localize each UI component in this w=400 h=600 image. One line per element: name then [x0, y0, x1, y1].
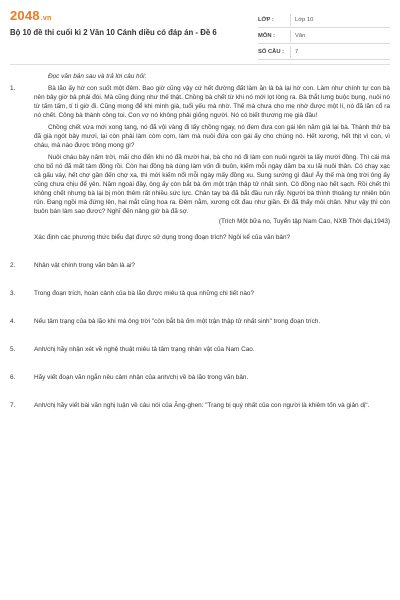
meta-value: Lớp 10: [295, 16, 314, 23]
header: [10, 6, 390, 62]
meta-label: MÔN :: [258, 32, 276, 39]
question-text: Nếu tâm trạng của bà lão khi mà ông trời "còn bắt bà ốm một trận thập tử nhất sinh" trong đoạn trích.: [34, 318, 321, 325]
question-text: Trong đoạn trích, hoàn cảnh của bà lão được miêu tả qua những chi tiết nào?: [34, 290, 254, 297]
meta-label: LỚP :: [258, 16, 274, 23]
meta-value: Văn: [295, 32, 306, 39]
passage-paragraph: Nuôi cháu bảy năm trời, mãi cho đến khi nó đã mười hai, bà cho nó đi làm con nuôi người ta lấy mười đồng. Thì cái má cho bố nó đã mất tám đồng rồi. Còn hai đồng bà dùng làm vốn đi buôn, kiếm mỗi ngày dăm ba xu lãi nuôi thân. Có chạy xạc cả gấu váy, hết chợ gần đến chợ xa, thì mới kiếm nổi mỗi ngày mấy đồng xu. Sung sướng gì đâu! Ấy thế mà ông trời ông ấy cũng chưa chịu để yên. Năm ngoái đây, ông ấy còn bắt bà ốm một trận thập tử nhất sinh. Cô đồng nào hết sạch. Rồi chết thì không chết nhưng bà lại bị mòn thêm rất nhiều sức lực. Chân tay bà đã bắt đầu run rẩy. Người bà thình thoảng tự nhiên bủn rủn. Đang ngồi mà đứng lên, hai mắt cũng hoa ra. Đêm nằm, xương cốt đau như giần. Đi đã thấy mỏi chân. Như vậy thì còn buôn bán làm sao được? Nghĩ đến nâng giờ bà đã sợ.: [34, 154, 390, 215]
question-text: Nhân vật chính trong văn bản là ai?: [34, 262, 135, 269]
question-number: 3.: [10, 290, 16, 297]
question-1: [10, 70, 390, 242]
logo-main: 2048: [10, 8, 40, 23]
passage-paragraph: Bà lão ấy hờ con suốt một đêm. Bao giờ cũng vậy cứ hết đường đất làm ăn là bà lại hờ con. Làm như chính tự con bà nên bây giờ bà phải đói. Mà cũng đúng như thế thật. Chồng bà chết từ khi nó mới lọt lòng ra. Bà thắt lưng buộc bụng, nuôi nó từ tấm tấm, tí tí giờ đi. Cũng mong để khi mình già, tuổi yếu mà nhờ. Thế mà chưa cho mẹ nhờ được một lí, nó đã lăn cổ ra nó chết. Công bà thành công toi. Con vợ nó không phải giống người. Nó có biết thương mẹ già đâu!: [34, 85, 390, 119]
meta-label: SỐ CÂU :: [258, 48, 285, 55]
question-text: Xác định các phương thức biểu đạt được sử dụng trong đoạn trích? Ngôi kể của văn bản?: [34, 234, 291, 241]
question-number: 7.: [10, 402, 16, 409]
meta-divider: [290, 30, 291, 42]
site-logo[interactable]: [10, 8, 51, 23]
question-text: Hãy viết đoạn văn ngắn nêu cảm nhận của anh/chị về bà lão trong văn bản.: [34, 374, 249, 381]
meta-row-count: [258, 44, 390, 60]
question-text: Anh/chị hãy viết bài văn nghị luận về câu nói của Ăng-ghen: "Trang bị quý nhất của con người là khiêm tốn và giản dị".: [34, 402, 370, 409]
question-2: [10, 261, 390, 270]
header-divider: [10, 64, 390, 65]
question-number: 4.: [10, 318, 16, 325]
page-title: Bộ 10 đề thi cuối kì 2 Văn 10 Cánh diều có đáp án - Đề 6: [10, 28, 217, 37]
meta-row-subject: [258, 28, 390, 44]
question-number: 2.: [10, 262, 16, 269]
question-number: 1.: [10, 85, 16, 92]
logo-tld: .vn: [40, 15, 52, 22]
reading-passage: [34, 84, 390, 216]
question-3: [10, 289, 390, 298]
meta-table: [258, 12, 390, 60]
meta-row-class: [258, 12, 390, 28]
question-5: [10, 345, 390, 354]
meta-divider: [290, 14, 291, 26]
question-list: [10, 70, 390, 410]
question-number: 5.: [10, 346, 16, 353]
question-4: [10, 317, 390, 326]
question-instruction: Đọc văn bản sau và trả lời câu hỏi:: [48, 73, 147, 80]
question-body: [34, 70, 390, 242]
passage-paragraph: Chồng chết vừa mới xong tang, nó đã vội vàng đi lấy chồng ngay, nó đem đưa con gái lên năm giả lại bà. Thành thử bà đã già ngót bảy mươi, lại còn phải làm còm cọm, làm mà nuôi đứa con gái ấy cho chúng nó. Hết xương, hết thịt vì con, vì cháu, mà nào được trông mong gì?: [34, 124, 390, 149]
meta-value: 7: [295, 48, 299, 55]
question-text: Anh/chị hãy nhận xét về nghệ thuật miêu tả tâm trạng nhân vật của Nam Cao.: [34, 346, 255, 353]
question-6: [10, 373, 390, 382]
meta-divider: [290, 46, 291, 58]
passage-source: (Trích Một bữa no, Tuyển tập Nam Cao, NXB Thời đại,1943): [218, 218, 390, 225]
question-number: 6.: [10, 374, 16, 381]
question-7: [10, 401, 390, 410]
